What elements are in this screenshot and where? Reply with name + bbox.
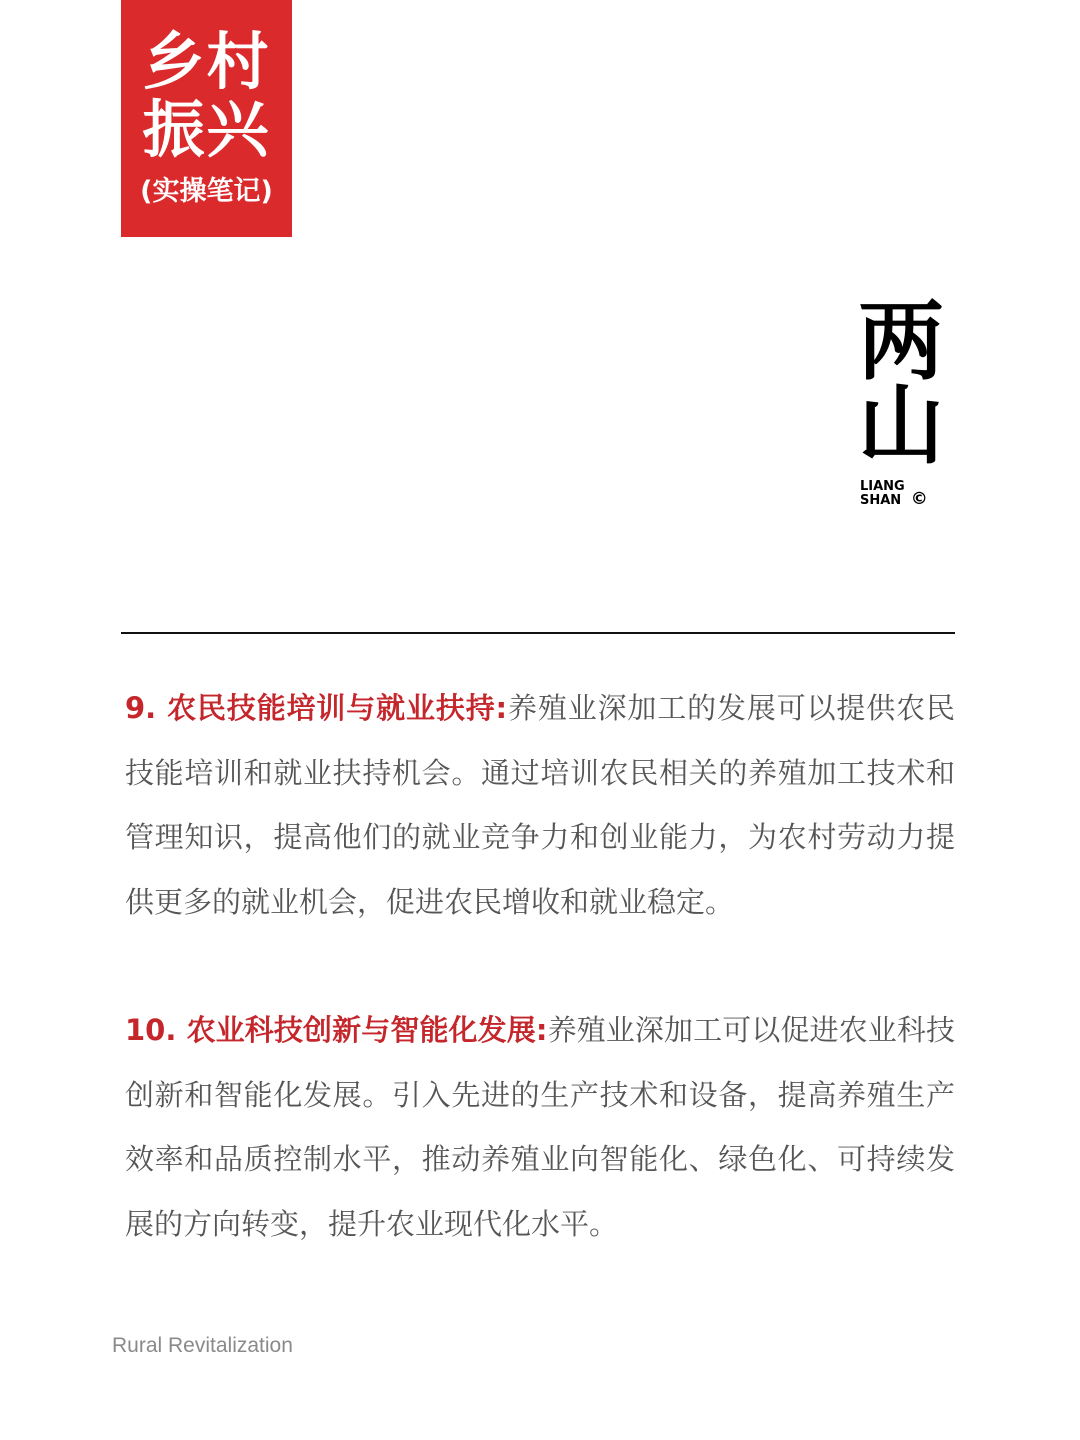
brand-char-1: 两 [858,292,944,392]
brand-char-2: 山 [858,376,944,476]
section-9-heading: 9. 农民技能培训与就业扶持: [125,691,508,725]
divider [121,632,955,634]
section-10-heading: 10. 农业科技创新与智能化发展: [125,1013,548,1047]
section-10-body: 养殖业深加工可以促进农业科技创新和智能化发展。引入先进的生产技术和设备，提高养殖生产效率和品质控制水平，推动养殖业向智能化、绿色化、可持续发展的方向转变，提升农业现代化水平。 [125,1013,955,1241]
copyright-icon: © [910,489,928,509]
title-badge [121,0,292,237]
section-9 [125,676,955,934]
brand-latin-line-2: SHAN [860,493,902,508]
brand-latin-line-1: LIANG [860,479,905,494]
brand-latin [860,480,955,508]
badge-title-line-1: 乡村 [142,25,271,98]
footer-caption: Rural Revitalization [112,1334,293,1357]
badge-subtitle: (实操笔记) [140,176,273,207]
section-9-body: 养殖业深加工的发展可以提供农民技能培训和就业扶持机会。通过培训农民相关的养殖加工技术和管理知识，提高他们的就业竞争力和创业能力，为农村劳动力提供更多的就业机会，促进农民增收和就业稳定。 [125,691,955,919]
brand-logo [858,292,955,509]
badge-title-line-2: 振兴 [142,93,271,166]
section-10 [125,998,955,1256]
